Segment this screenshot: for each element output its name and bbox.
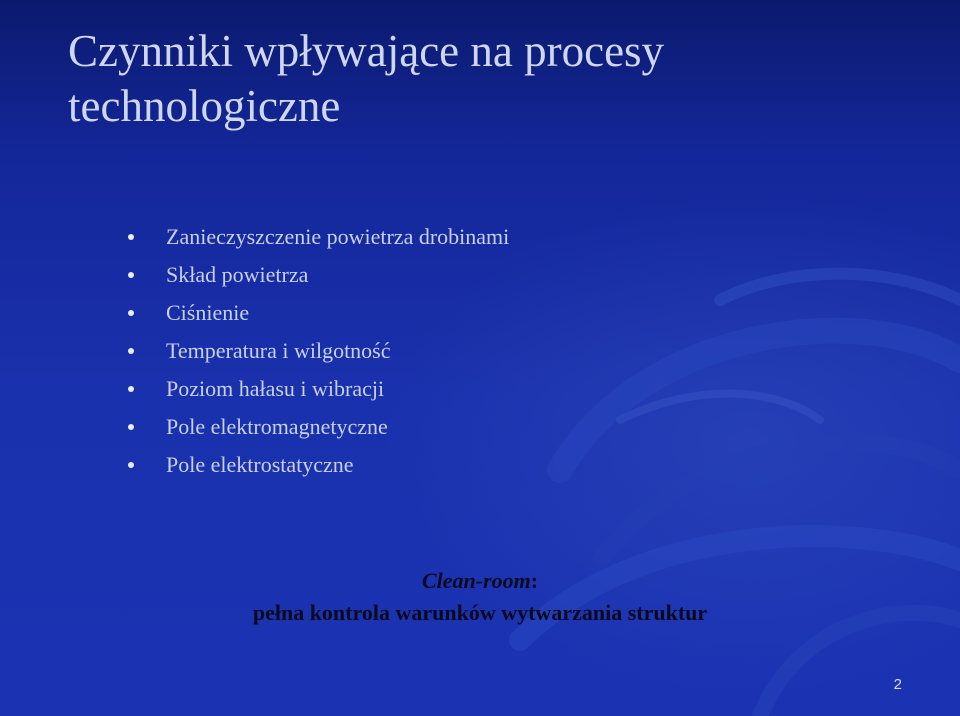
bullet-text: Ciśnienie	[166, 300, 250, 325]
bullet-icon	[128, 462, 134, 468]
list-item	[128, 294, 509, 332]
list-item	[128, 256, 509, 294]
bullet-text: Skład powietrza	[166, 262, 309, 287]
clean-room-term: Clean-room	[421, 568, 531, 593]
list-item	[128, 332, 509, 370]
bullet-icon	[128, 272, 134, 278]
list-item	[128, 408, 509, 446]
bullet-text: Temperatura i wilgotność	[166, 338, 391, 363]
bullet-icon	[128, 386, 134, 392]
list-item	[128, 218, 509, 256]
clean-room-colon: :	[530, 568, 539, 593]
bullet-icon	[128, 310, 134, 316]
slide-title: Czynniki wpływające na procesy technologiczne	[68, 26, 665, 131]
bullet-text: Pole elektrostatyczne	[166, 452, 354, 477]
bullet-list	[128, 218, 509, 484]
list-item	[128, 446, 509, 484]
clean-room-description: pełna kontrola warunków wytwarzania struktur	[252, 600, 708, 625]
bullet-icon	[128, 348, 134, 354]
bullet-text: Poziom hałasu i wibracji	[166, 376, 385, 401]
bullet-icon	[128, 234, 134, 240]
list-item	[128, 370, 509, 408]
bullet-text: Zanieczyszczenie powietrza drobinami	[166, 224, 510, 249]
page-number: 2	[893, 676, 902, 693]
clean-room-heading	[0, 568, 960, 594]
bullet-icon	[128, 424, 134, 430]
bullet-text: Pole elektromagnetyczne	[166, 414, 388, 439]
